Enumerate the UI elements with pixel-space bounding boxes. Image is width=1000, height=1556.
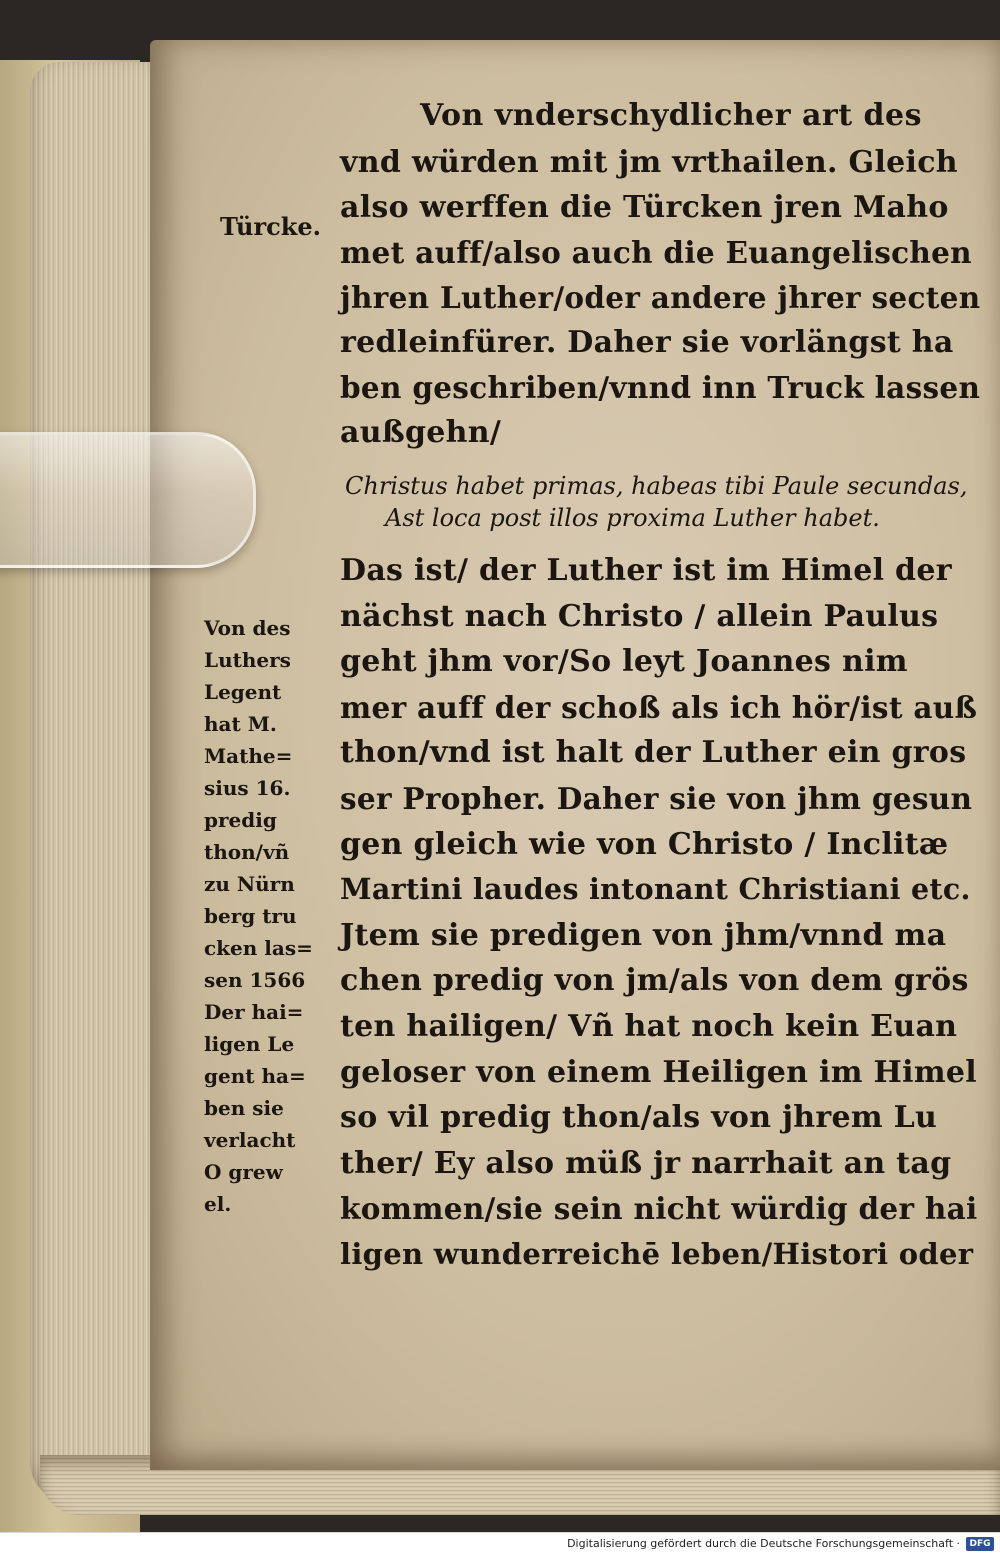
margin-note-line: Von des xyxy=(204,616,291,640)
margin-note-line: verlacht xyxy=(204,1128,296,1152)
text-line: mer auff der schoß als ich hör/ist auß xyxy=(340,689,978,725)
text-line: ten hailigen/ Vñ hat noch kein Euan xyxy=(340,1008,958,1044)
margin-note-line: Legent xyxy=(204,680,282,704)
text-line: außgehn/ xyxy=(340,415,502,450)
text-line: Martini laudes intonant Christiani etc. xyxy=(340,872,971,907)
main-text-block-2 xyxy=(340,548,980,1278)
text-line: jhren Luther/oder andere jhrer secten xyxy=(340,280,981,315)
margin-note-line: sen 1566 xyxy=(204,968,306,992)
page-header: Von vnderschydlicher art des xyxy=(420,98,922,133)
margin-note-line: ben sie xyxy=(204,1096,284,1120)
margin-note-line: thon/vñ xyxy=(204,840,290,864)
margin-note-line: gent ha= xyxy=(204,1064,306,1088)
margin-note-line: hat M. xyxy=(204,712,277,736)
margin-note-line: O grew xyxy=(204,1160,283,1184)
margin-note-line: berg tru xyxy=(204,904,297,928)
text-line: also werffen die Türcken jren Maho xyxy=(340,190,949,225)
margin-note-line: cken las= xyxy=(204,936,313,960)
margin-note-line: el. xyxy=(204,1192,232,1216)
margin-note-line: Mathe= xyxy=(204,744,293,768)
verse-line: Christus habet primas, habeas tibi Paule secundas, xyxy=(345,472,968,500)
text-line: so vil predig thon/als von jhrem Lu xyxy=(340,1100,938,1136)
latin-verse xyxy=(345,470,968,534)
margin-note-line: ligen Le xyxy=(204,1032,295,1056)
text-line: gen gleich wie von Christo / Inclitæ xyxy=(340,826,949,862)
text-line: Das ist/ der Luther ist im Himel der xyxy=(340,553,952,588)
text-line: geht jhm vor/So leyt Joannes nim xyxy=(340,644,908,680)
margin-note-line: sius 16. xyxy=(204,776,291,800)
text-line: ben geschriben/vnnd inn Truck lassen xyxy=(340,370,981,405)
text-line: chen predig von jm/als von dem grös xyxy=(340,963,969,999)
text-line: ser Propher. Daher sie von jhm gesun xyxy=(340,780,973,816)
margin-note-line: predig xyxy=(204,808,277,832)
text-line: nächst nach Christo / allein Paulus xyxy=(340,598,939,634)
funding-notice: Digitalisierung gefördert durch die Deutsche Forschungsgemeinschaft · xyxy=(567,1537,960,1550)
text-line: ther/ Ey also müß jr narrhait an tag xyxy=(340,1145,952,1181)
margin-note-line: Luthers xyxy=(204,648,291,672)
text-line: thon/vnd ist halt der Luther ein gros xyxy=(340,735,967,771)
text-line: redleinfürer. Daher sie vorlängst ha xyxy=(340,325,954,360)
text-line: kommen/sie sein nicht würdig der hai xyxy=(340,1191,978,1227)
text-line: vnd würden mit jm vrthailen. Gleich xyxy=(340,145,958,180)
text-line: ligen wunderreichē leben/Histori oder xyxy=(340,1236,974,1271)
dfg-logo-icon[interactable]: DFG xyxy=(966,1537,994,1551)
main-text-block-1 xyxy=(340,140,980,455)
text-line: met auff/also auch die Euangelischen xyxy=(340,235,972,270)
margin-note-line: Der hai= xyxy=(204,1000,304,1024)
verse-line: Ast loca post illos proxima Luther habet. xyxy=(385,504,880,532)
margin-notes xyxy=(204,612,324,1220)
glass-clip xyxy=(0,432,256,568)
margin-note-line: zu Nürn xyxy=(204,872,295,896)
text-line: Jtem sie predigen von jhm/vnnd ma xyxy=(340,917,947,953)
footer-bar xyxy=(0,1532,1000,1556)
margin-note-top: Türcke. xyxy=(220,212,321,241)
text-line: geloser von einem Heiligen im Himel xyxy=(340,1054,977,1090)
